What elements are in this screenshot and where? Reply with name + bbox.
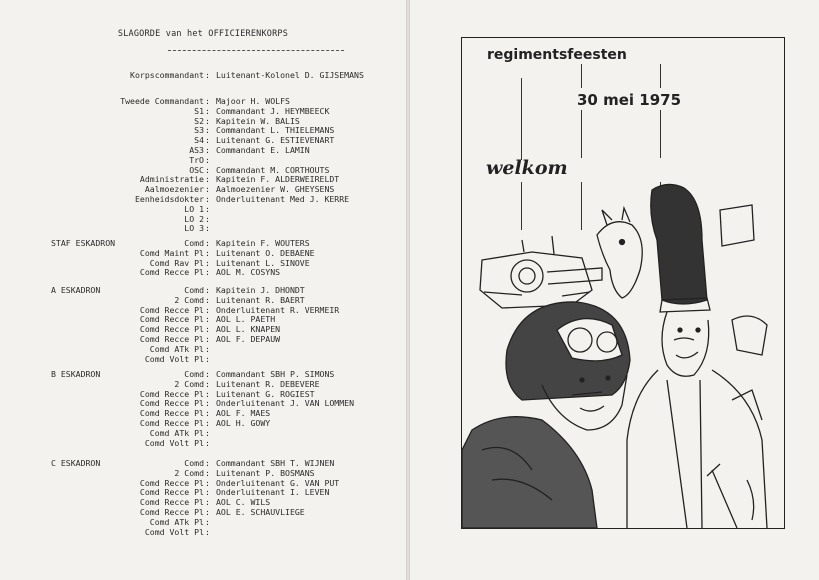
roster-colon: : [205, 135, 210, 146]
roster-label: Comd Rav Pl [149, 257, 204, 268]
roster-label: Comd Recce Pl [139, 267, 204, 278]
roster-label: Comd [184, 369, 204, 379]
roster-label: Comd Maint Pl [139, 247, 204, 258]
roster-row [0, 478, 406, 488]
roster-label: Comd ATk Pl [149, 427, 204, 438]
roster-row [0, 438, 406, 448]
cover-line [581, 110, 582, 158]
roster-label: Comd Recce Pl [139, 487, 204, 498]
roster-row [0, 285, 406, 295]
roster-row [0, 314, 406, 324]
roster-colon: : [205, 353, 210, 364]
roster-row [0, 507, 406, 517]
roster-row [0, 418, 406, 428]
roster-row [0, 468, 406, 478]
roster-label: Comd Recce Pl [139, 497, 204, 508]
roster-value: AOL F. DEPAUW [216, 334, 281, 344]
roster-value: Kapitein J. DHONDT [216, 285, 305, 295]
roster-row [0, 527, 406, 537]
roster-row [0, 223, 406, 233]
roster-colon: : [205, 418, 210, 428]
roster-colon: : [205, 487, 210, 498]
roster-colon: : [205, 437, 210, 448]
cover-line [660, 64, 661, 88]
roster-label: S2 [194, 115, 204, 126]
roster-label: AS3 [189, 145, 204, 155]
roster-row [0, 145, 406, 155]
roster-value: Kapitein W. BALIS [216, 115, 300, 126]
roster-row [0, 517, 406, 527]
roster-label: 2 Comd [174, 378, 204, 389]
roster-row [0, 398, 406, 408]
roster-value: Aalmoezenier W. GHEYSENS [216, 184, 335, 195]
cover-line [581, 64, 582, 88]
roster-label: Comd Recce Pl [139, 304, 204, 315]
roster-value: Luitenant R. BAERT [216, 294, 305, 305]
roster-colon: : [205, 516, 210, 527]
roster-colon: : [205, 267, 210, 278]
roster-label: Comd Recce Pl [139, 334, 204, 344]
roster-value: Luitenant R. DEBEVERE [216, 378, 320, 389]
roster-label: Comd Recce Pl [139, 408, 204, 419]
roster-colon: : [205, 467, 210, 478]
roster-colon: : [205, 96, 210, 106]
roster-label: S1 [194, 105, 204, 116]
roster-value: Onderluitenant J. VAN LOMMEN [216, 398, 355, 409]
roster-row [0, 497, 406, 507]
roster-label: Comd Recce Pl [139, 477, 204, 488]
roster-colon: : [205, 257, 210, 268]
roster-row [0, 96, 406, 106]
soldiers-illustration [462, 180, 784, 528]
roster-row [0, 106, 406, 116]
roster-value: Luitenant P. BOSMANS [216, 467, 315, 478]
roster-label: 2 Comd [174, 467, 204, 478]
roster-colon: : [205, 458, 210, 468]
roster-value: Luitenant O. DEBAENE [216, 247, 315, 258]
roster-row [0, 155, 406, 165]
roster-value: AOL F. MAES [216, 408, 271, 419]
roster-colon: : [205, 408, 210, 419]
roster-label: Tweede Commandant [120, 96, 204, 106]
roster-value: Commandant J. HEYMBEECK [216, 105, 330, 116]
cover-welcome: welkom [486, 157, 568, 179]
roster-label: Comd Recce Pl [139, 388, 204, 399]
roster-colon: : [205, 388, 210, 399]
roster-value: AOL C. WILS [216, 497, 271, 508]
roster-colon: : [205, 213, 210, 224]
roster-colon: : [205, 526, 210, 537]
roster-value: Kapitein F. WOUTERS [216, 238, 310, 248]
roster-colon: : [205, 115, 210, 126]
roster-label: Korpscommandant [130, 70, 204, 80]
roster-value: Luitenant G. ROGIEST [216, 388, 315, 399]
roster-colon: : [205, 125, 210, 136]
roster-label: Comd Volt Pl [144, 437, 204, 448]
roster-row [0, 344, 406, 354]
roster-colon: : [205, 184, 210, 195]
roster-colon: : [205, 294, 210, 305]
roster-colon: : [205, 154, 210, 165]
cover-line [660, 110, 661, 158]
roster-value: Luitenant G. ESTIEVENART [216, 135, 335, 146]
roster-row [0, 204, 406, 214]
roster-label: Comd Recce Pl [139, 314, 204, 325]
roster-colon: : [205, 145, 210, 155]
roster-value: Luitenant-Kolonel D. GIJSEMANS [216, 70, 364, 80]
roster-label: Comd ATk Pl [149, 516, 204, 527]
roster-value: Onderluitenant I. LEVEN [216, 487, 330, 498]
roster-value: Commandant M. CORTHOUTS [216, 164, 330, 175]
roster-colon: : [205, 174, 210, 185]
roster-label: Administratie [139, 174, 204, 185]
roster-colon: : [205, 285, 210, 295]
roster-label: Comd Recce Pl [139, 398, 204, 409]
roster-label: Comd [184, 458, 204, 468]
roster-label: OSC [189, 164, 204, 175]
roster-colon: : [205, 369, 210, 379]
roster-label: Comd ATk Pl [149, 343, 204, 354]
roster-value: Commandant SBH T. WIJNEN [216, 458, 335, 468]
squadron-name: STAF ESKADRON [51, 238, 116, 248]
roster-value: Onderluitenant R. VERMEIR [216, 304, 340, 315]
squadron-name: C ESKADRON [51, 458, 101, 468]
roster-value: Onderluitenant G. VAN PUT [216, 477, 340, 488]
roster-title: SLAGORDE van het OFFICIERENKORPS [117, 29, 289, 39]
roster-colon: : [205, 314, 210, 325]
cover-line [521, 78, 522, 160]
roster-label: Aalmoezenier [144, 184, 204, 195]
roster-row [0, 135, 406, 145]
roster-colon: : [205, 238, 210, 248]
roster-colon: : [205, 507, 210, 517]
roster-row [0, 125, 406, 135]
roster-row [0, 334, 406, 344]
roster-colon: : [205, 70, 210, 80]
roster-value: Luitenant L. SINOVE [216, 257, 310, 268]
roster-colon: : [205, 247, 210, 258]
roster-row [0, 214, 406, 224]
roster-label: Eenheidsdokter [134, 194, 204, 204]
roster-label: S4 [194, 135, 204, 146]
roster-row [0, 305, 406, 315]
roster-row [0, 248, 406, 258]
roster-label: LO 1 [184, 203, 204, 214]
roster-colon: : [205, 477, 210, 488]
roster-value: Majoor H. WOLFS [216, 96, 290, 106]
roster-colon: : [205, 105, 210, 116]
roster-label: Comd Recce Pl [139, 324, 204, 335]
roster-row [0, 267, 406, 277]
roster-colon: : [205, 427, 210, 438]
roster-row [0, 379, 406, 389]
roster-value: AOL L. PAETH [216, 314, 276, 325]
roster-label: TrO [189, 154, 204, 165]
roster-colon: : [205, 203, 210, 214]
roster-colon: : [205, 378, 210, 389]
roster-value: Kapitein F. ALDERWEIRELDT [216, 174, 340, 185]
roster-row [0, 238, 406, 248]
roster-colon: : [205, 194, 210, 204]
roster-value: AOL L. KNAPEN [216, 324, 281, 335]
roster-row [0, 458, 406, 468]
roster-label: Comd Recce Pl [139, 507, 204, 517]
roster-row [0, 165, 406, 175]
roster-value: Commandant E. LAMIN [216, 145, 310, 155]
roster-colon: : [205, 324, 210, 335]
roster-label: LO 3 [184, 223, 204, 234]
roster-row [0, 184, 406, 194]
roster-label: S3 [194, 125, 204, 136]
roster-colon: : [205, 304, 210, 315]
squadron-name: A ESKADRON [51, 285, 101, 295]
title-underline [168, 50, 344, 51]
roster-row [0, 258, 406, 268]
roster-label: 2 Comd [174, 294, 204, 305]
cover-date: 30 mei 1975 [577, 91, 682, 109]
roster-value: AOL E. SCHAUVLIEGE [216, 507, 305, 517]
roster-value: AOL H. GOWY [216, 418, 271, 428]
roster-value: Onderluitenant Med J. KERRE [216, 194, 350, 204]
roster-label: Comd Volt Pl [144, 353, 204, 364]
roster-row [0, 194, 406, 204]
roster-label: Comd [184, 238, 204, 248]
squadron-name: B ESKADRON [51, 369, 101, 379]
roster-row [0, 295, 406, 305]
roster-value: Commandant SBH P. SIMONS [216, 369, 335, 379]
roster-value: Commandant L. THIELEMANS [216, 125, 335, 136]
roster-label: Comd Volt Pl [144, 526, 204, 537]
roster-row [0, 428, 406, 438]
roster-row [0, 369, 406, 379]
roster-value: AOL M. COSYNS [216, 267, 281, 278]
roster-label: LO 2 [184, 213, 204, 224]
roster-colon: : [205, 223, 210, 234]
roster-label: Comd Recce Pl [139, 418, 204, 428]
roster-row [0, 354, 406, 364]
roster-row [0, 174, 406, 184]
roster-row [0, 324, 406, 334]
roster-colon: : [205, 164, 210, 175]
roster-row [0, 116, 406, 126]
roster-row [0, 389, 406, 399]
roster-row [0, 487, 406, 497]
roster-colon: : [205, 497, 210, 508]
roster-colon: : [205, 343, 210, 354]
roster-row [0, 70, 406, 80]
roster-colon: : [205, 398, 210, 409]
roster-label: Comd [184, 285, 204, 295]
cover-title: regimentsfeesten [487, 47, 627, 63]
roster-row [0, 408, 406, 418]
roster-colon: : [205, 334, 210, 344]
